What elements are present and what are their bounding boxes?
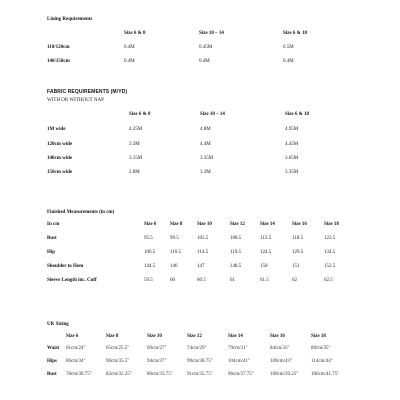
finished-cell: 60	[170, 278, 175, 283]
uk-cell: 99cm/38.75"	[187, 359, 213, 364]
finished-cell: 152.5	[324, 264, 336, 269]
fabric-cell: 3.3M	[200, 170, 211, 175]
uk-cell: 84cm/33"	[270, 346, 290, 351]
fabric-row-label: 120cm wide	[47, 142, 73, 147]
fabric-cell: 3.35M	[285, 170, 299, 175]
finished-cell: 129.5	[292, 250, 304, 255]
finished-title: Finished Measurements (in cm)	[47, 210, 115, 215]
uk-cell: 104cm/41"	[228, 359, 251, 364]
fabric-cell: 4.4M	[200, 142, 211, 147]
uk-title: UK Sizing	[47, 322, 69, 327]
finished-cell: 62	[292, 278, 297, 283]
finished-cell: 119.5	[230, 250, 242, 255]
finished-cell: 118.5	[292, 236, 304, 241]
fabric-header-3: Size 6 & 18	[285, 112, 310, 117]
finished-cell: 148.5	[230, 264, 242, 269]
uk-cell: 109cm/43"	[270, 359, 293, 364]
fabric-cell: 4.8M	[200, 127, 211, 132]
lining-cell: 0.4M	[124, 45, 135, 50]
uk-cell: 69cm/27"	[147, 346, 167, 351]
finished-cell: 59.5	[144, 278, 153, 283]
uk-row-label: Hips	[47, 359, 58, 364]
lining-cell: 0.4M	[283, 59, 294, 64]
fabric-cell: 3.65M	[285, 156, 299, 161]
fabric-row-label: 150cm wide	[47, 170, 73, 175]
finished-header: Size 8	[170, 222, 183, 227]
uk-cell: 86cm/34"	[66, 359, 86, 364]
finished-row-label: Hip	[47, 250, 56, 255]
finished-row-label: Sleeve Length inc. Cuff	[47, 278, 97, 283]
finished-cell: 99.5	[170, 236, 179, 241]
uk-header: Size 12	[187, 334, 202, 339]
uk-cell: 89cm/35"	[311, 346, 331, 351]
finished-cell: 146	[170, 264, 178, 269]
fabric-row-label: 1M wide	[47, 127, 66, 132]
finished-cell: 103.5	[197, 236, 209, 241]
finished-header: Size 6	[144, 222, 157, 227]
lining-row-label: 110/120cm	[47, 45, 70, 50]
uk-cell: 82cm/32.25"	[106, 372, 132, 377]
fabric-cell: 2.8M	[129, 170, 140, 175]
finished-header: Size 12	[230, 222, 245, 227]
finished-cell: 124.5	[260, 250, 272, 255]
lining-title: Lining Requirements	[47, 17, 93, 22]
uk-cell: 91cm/35.75"	[187, 372, 213, 377]
uk-header: Size 16	[270, 334, 285, 339]
fabric-title: FABRIC REQUIREMENTS (M/YD)	[47, 89, 128, 95]
finished-cell: 151	[292, 264, 300, 269]
uk-cell: 78cm/30.75"	[66, 372, 92, 377]
uk-header: Size 14	[228, 334, 243, 339]
fabric-header-2: Size 10 – 14	[200, 112, 225, 117]
fabric-cell: 4.45M	[285, 142, 299, 147]
finished-cell: 147	[197, 264, 205, 269]
uk-cell: 74cm/29"	[187, 346, 207, 351]
uk-row-label: Waist	[47, 346, 60, 351]
finished-cell: 150	[260, 264, 268, 269]
finished-cell: 106.5	[144, 250, 156, 255]
finished-header: Size 16	[292, 222, 307, 227]
finished-cell: 114.5	[197, 250, 209, 255]
finished-cell: 95.5	[144, 236, 153, 241]
uk-cell: 94cm/37"	[147, 359, 167, 364]
uk-cell: 79cm/31"	[228, 346, 248, 351]
lining-row-label: 140/150cm	[47, 59, 70, 64]
fabric-cell: 4.95M	[285, 127, 299, 132]
finished-header: Size 18	[324, 222, 339, 227]
uk-header: Size 8	[106, 334, 119, 339]
uk-cell: 86cm/33.75"	[147, 372, 173, 377]
fabric-header-1: Size 6 & 8	[129, 112, 151, 117]
lining-cell: 0.45M	[199, 45, 213, 50]
finished-cell: 144.5	[144, 264, 156, 269]
finished-cell: 60.5	[197, 278, 206, 283]
fabric-cell: 4.25M	[129, 127, 143, 132]
lining-header-2: Size 10 – 14	[199, 31, 224, 36]
uk-header: Size 18	[311, 334, 326, 339]
fabric-cell: 3.35M	[200, 156, 214, 161]
fabric-subtitle: WITH OR WITHOUT NAP	[47, 98, 104, 103]
fabric-row-label: 140cm wide	[47, 156, 73, 161]
lining-header-1: Size 6 & 8	[124, 31, 146, 36]
finished-cell: 113.5	[260, 236, 272, 241]
finished-row-label: Shoulder to Hem	[47, 264, 84, 269]
finished-corner: In cm	[47, 222, 60, 227]
uk-cell: 114cm/44"	[311, 359, 333, 364]
fabric-cell: 3.15M	[129, 156, 143, 161]
uk-cell: 61cm/24"	[66, 346, 86, 351]
uk-cell: 106cm/41.75"	[311, 372, 340, 377]
finished-header: Size 14	[260, 222, 275, 227]
finished-row-label: Bust	[47, 236, 57, 241]
finished-cell: 134.5	[324, 250, 336, 255]
finished-cell: 123.5	[324, 236, 336, 241]
uk-header: Size 6	[66, 334, 79, 339]
fabric-cell: 3.3M	[129, 142, 140, 147]
finished-header: Size 10	[197, 222, 212, 227]
finished-cell: 110.5	[170, 250, 182, 255]
uk-cell: 100cm/39.25"	[270, 372, 299, 377]
uk-row-label: Bust	[47, 372, 57, 377]
uk-cell: 65cm/25.5"	[106, 346, 130, 351]
finished-cell: 61.5	[260, 278, 269, 283]
uk-cell: 96cm/37.75"	[228, 372, 254, 377]
finished-cell: 61	[230, 278, 235, 283]
lining-cell: 0.4M	[124, 59, 135, 64]
lining-cell: 0.4M	[199, 59, 210, 64]
lining-header-3: Size 6 & 18	[283, 31, 308, 36]
finished-cell: 62.5	[324, 278, 333, 283]
uk-cell: 90cm/35.5"	[106, 359, 130, 364]
lining-cell: 0.5M	[283, 45, 294, 50]
uk-header: Size 10	[147, 334, 162, 339]
finished-cell: 108.5	[230, 236, 242, 241]
